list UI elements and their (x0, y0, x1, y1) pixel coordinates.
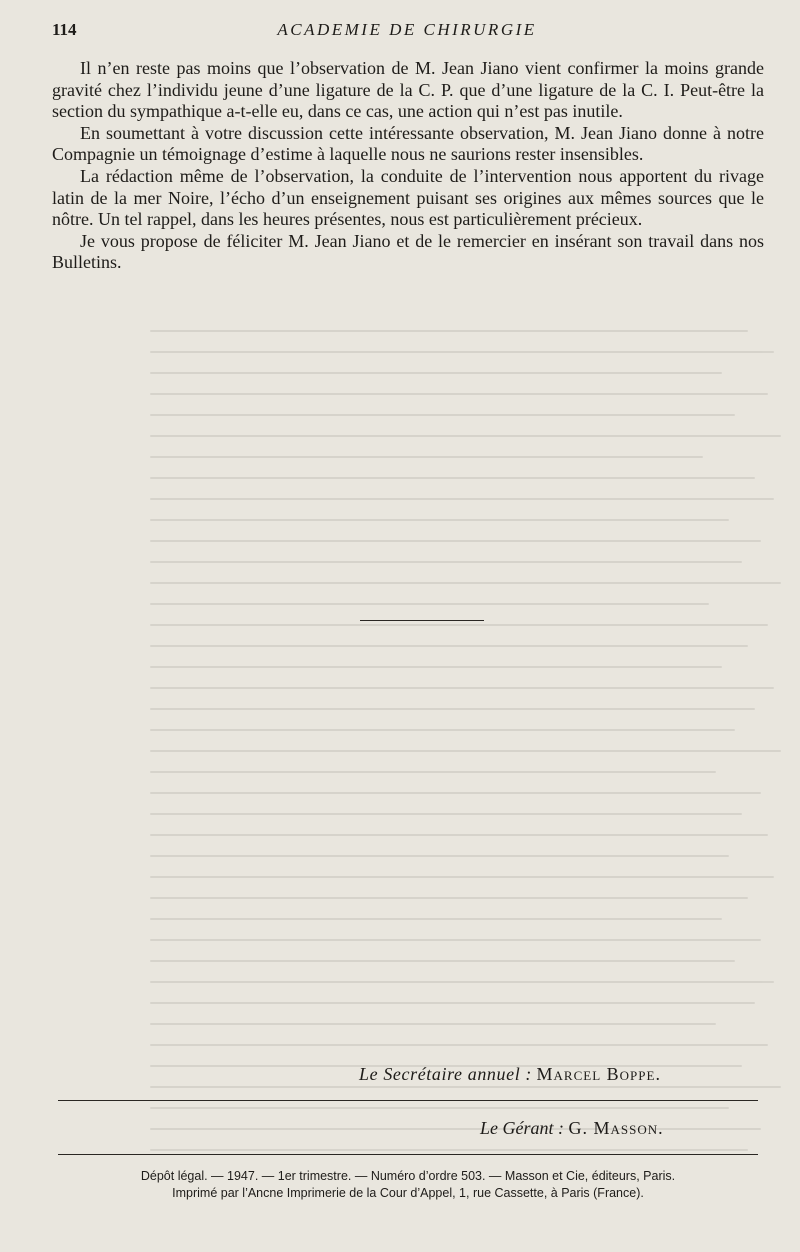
secretary-name: Marcel Boppe. (536, 1064, 661, 1084)
paragraph: La rédaction même de l’observation, la conduite de l’intervention nous apportent du rivage latin de la mer Noire, l’écho d’un enseignement puisant ses origines aux mêmes sources que le nôtre. Un tel rappel, dans les heures présentes, nous est particulièrement précieux. (52, 165, 764, 230)
manager-signature (480, 1118, 760, 1139)
article-body (52, 58, 764, 274)
paragraph: Il n’en reste pas moins que l’observation de M. Jean Jiano vient confirmer la moins grande gravité chez l’individu jeune d’une ligature de la C. P. que d’une ligature de la C. I. Peut-être la section du sympathique a-t-elle eu, dans ce cas, une action qui n’est pas inutile. (52, 58, 764, 122)
paragraph: En soumettant à votre discussion cette intéressante observation, M. Jean Jiano donne à notre Compagnie un témoignage d’estime à laquelle nous ne saurions rester insensibles. (52, 122, 764, 165)
running-title: ACADEMIE DE CHIRURGIE (277, 20, 537, 39)
paragraph: Je vous propose de féliciter M. Jean Jiano et de le remercier en insérant son travail dans nos Bulletins. (52, 230, 764, 273)
horizontal-rule (58, 1154, 758, 1155)
page-number: 114 (52, 20, 77, 39)
imprint-line: Dépôt légal. — 1947. — 1er trimestre. — Numéro d’ordre 503. — Masson et Cie, éditeurs, Paris. (140, 1169, 676, 1183)
horizontal-rule (58, 1100, 758, 1101)
secretary-signature (300, 1064, 720, 1085)
manager-name: G. Masson. (568, 1118, 664, 1138)
legal-imprint (52, 1168, 764, 1202)
imprint-line: Imprimé par l’Ancne Imprimerie de la Cour d’Appel, 1, rue Cassette, à Paris (France). (172, 1186, 644, 1200)
section-divider (360, 620, 484, 621)
secretary-role: Le Secrétaire annuel : (359, 1064, 533, 1084)
manager-role: Le Gérant : (480, 1118, 564, 1138)
page-header (52, 20, 762, 44)
bleed-through-texture (150, 330, 800, 1130)
